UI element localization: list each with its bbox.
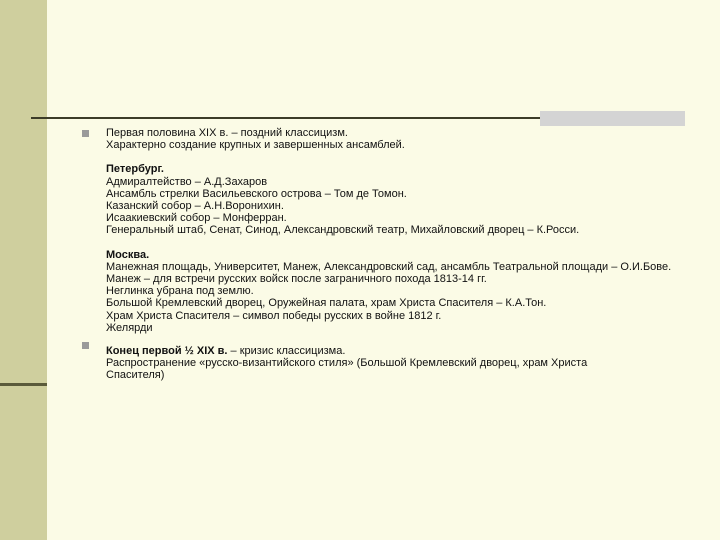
intro-line: Характерно создание крупных и завершенных ансамблей.	[106, 139, 405, 152]
list-item: Манеж – для встречи русских войск после заграничного похода 1813-14 гг.	[106, 273, 487, 286]
moscow-section	[106, 249, 686, 334]
list-item: Адмиралтейство – А.Д.Захаров	[106, 175, 268, 188]
list-item: Большой Кремлевский дворец, Оружейная палата, храм Христа Спасителя – К.А.Тон.	[106, 297, 547, 310]
intro-paragraph	[106, 127, 686, 151]
end-heading-rest: – кризис классицизма.	[227, 345, 346, 358]
intro-line: Первая половина XIX в. – поздний классицизм.	[106, 127, 348, 139]
moscow-heading: Москва.	[106, 248, 150, 261]
list-item: Неглинка убрана под землю.	[106, 285, 254, 298]
bullet-icon	[82, 130, 89, 137]
left-decorative-band	[0, 0, 47, 540]
end-description: Распространение «русско-византийского стиля» (Большой Кремлевский дворец, храм Христа Спасителя)	[106, 357, 588, 382]
list-item: Ансамбль стрелки Васильевского острова – Том де Томон.	[106, 187, 407, 200]
list-item: Генеральный штаб, Сенат, Синод, Александровский театр, Михайловский дворец – К.Росси.	[106, 224, 580, 237]
left-band-divider	[0, 383, 47, 386]
end-section	[106, 345, 686, 382]
title-rule	[31, 117, 540, 119]
list-item: Казанский собор – А.Н.Воронихин.	[106, 200, 284, 213]
slide-content	[106, 127, 686, 382]
end-heading: Конец первой ½ XIX в.	[106, 345, 228, 358]
bullet-icon	[82, 342, 89, 349]
list-item: Желярди	[106, 321, 153, 334]
list-item: Исаакиевский собор – Монферран.	[106, 212, 287, 225]
title-rule-accent	[540, 111, 685, 126]
list-item: Манежная площадь, Университет, Манеж, Александровский сад, ансамбль Театральной площади – О.И.Бове.	[106, 260, 672, 273]
petersburg-section	[106, 163, 686, 236]
list-item: Храм Христа Спасителя – символ победы русских в войне 1812 г.	[106, 309, 442, 322]
petersburg-heading: Петербург.	[106, 163, 164, 176]
